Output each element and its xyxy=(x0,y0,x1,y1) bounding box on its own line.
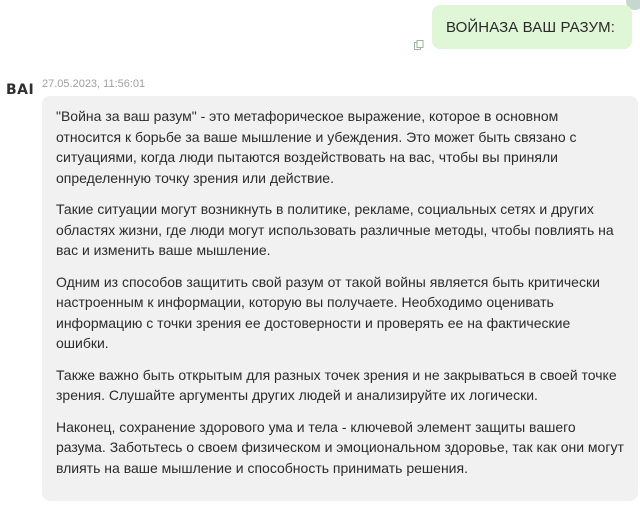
bot-logo: BAI xyxy=(6,82,35,98)
user-message-text: ВОЙНАЗА ВАШ РАЗУМ: xyxy=(446,18,616,36)
user-message-bubble xyxy=(432,5,632,49)
bot-paragraph: "Война за ваш разум" - это метафорическое выражение, которое в основном относится к борьбе за ваше мышление и убеждения. Это может быть связано с ситуациями, когда люди пытаются воздействовать на вас, чтобы вы приняли определенную точку зрения или действие. xyxy=(56,108,577,186)
bot-paragraph: Такие ситуации могут возникнуть в политике, рекламе, социальных сетях и других областях жизни, где люди могут использовать различные методы, чтобы повлиять на вас и изменить ваше мышление. xyxy=(56,201,614,258)
bot-paragraph: Также важно быть открытым для разных точек зрения и не закрываться в своей точке зрения. Слушайте аргументы других людей и анализируйте их логически. xyxy=(56,366,617,403)
copy-icon[interactable] xyxy=(414,37,424,47)
bot-paragraph: Одним из способов защитить свой разум от такой войны является быть критически настроенным к информации, которую вы получаете. Необходимо оценивать информацию с точки зрения ее достоверности и проверять ее на фактические ошибки. xyxy=(56,273,600,351)
bot-paragraph: Наконец, сохранение здорового ума и тела - ключевой элемент защиты вашего разума. Заботьтесь о своем физическом и эмоциональном здоровье, так как они могут влиять на ваше мышление и способность принимать решения. xyxy=(56,418,624,476)
message-timestamp: 27.05.2023, 11:56:01 xyxy=(42,78,146,90)
bot-message-bubble xyxy=(42,96,638,501)
